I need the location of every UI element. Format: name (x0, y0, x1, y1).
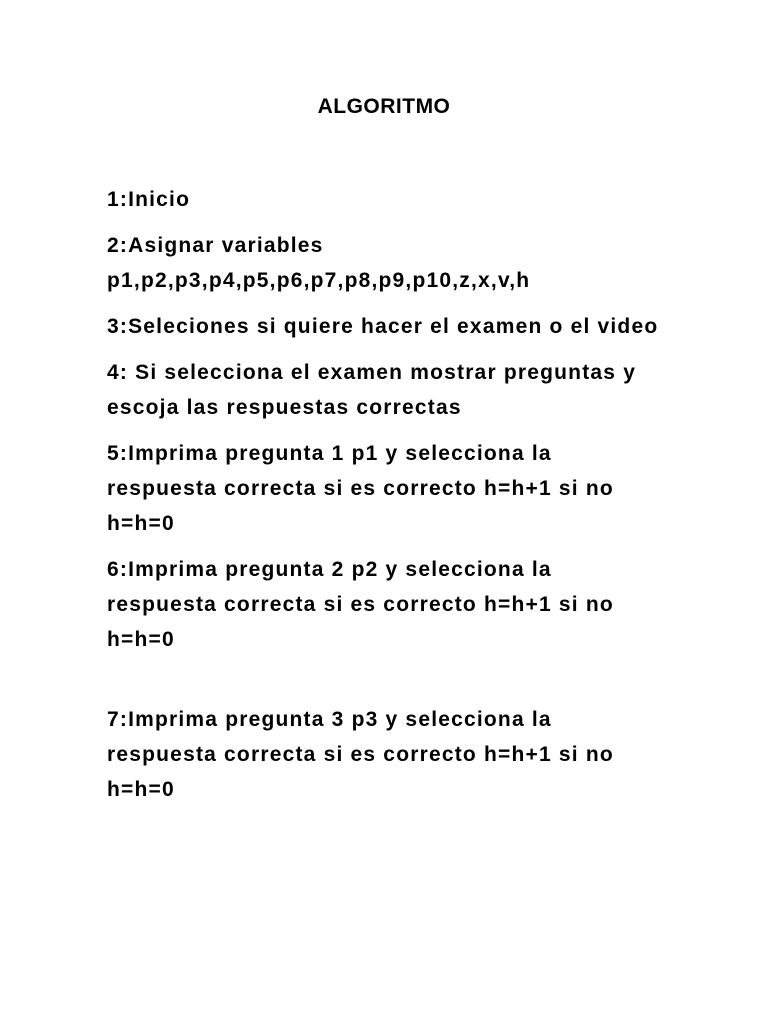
algorithm-step-6: 6:Imprima pregunta 2 p2 y selecciona la respuesta correcta si es correcto h=h+1 si no h=h=0 (107, 558, 614, 651)
algorithm-step-7: 7:Imprima pregunta 3 p3 y selecciona la respuesta correcta si es correcto h=h+1 si no h=h=0 (107, 708, 614, 801)
algorithm-step-4: 4: Si selecciona el examen mostrar preguntas y escoja las respuestas correctas (107, 361, 637, 419)
algorithm-step-2: 2:Asignar variables p1,p2,p3,p4,p5,p6,p7,p8,p9,p10,z,x,v,h (107, 234, 531, 292)
algorithm-step-5: 5:Imprima pregunta 1 p1 y selecciona la respuesta correcta si es correcto h=h+1 si no h=h=0 (107, 442, 614, 535)
algorithm-steps-list (107, 182, 667, 818)
algorithm-step-1: 1:Inicio (107, 188, 191, 211)
algorithm-step-3: 3:Seleciones si quiere hacer el examen o el video (107, 315, 659, 338)
document-title: ALGORITMO (317, 95, 451, 118)
